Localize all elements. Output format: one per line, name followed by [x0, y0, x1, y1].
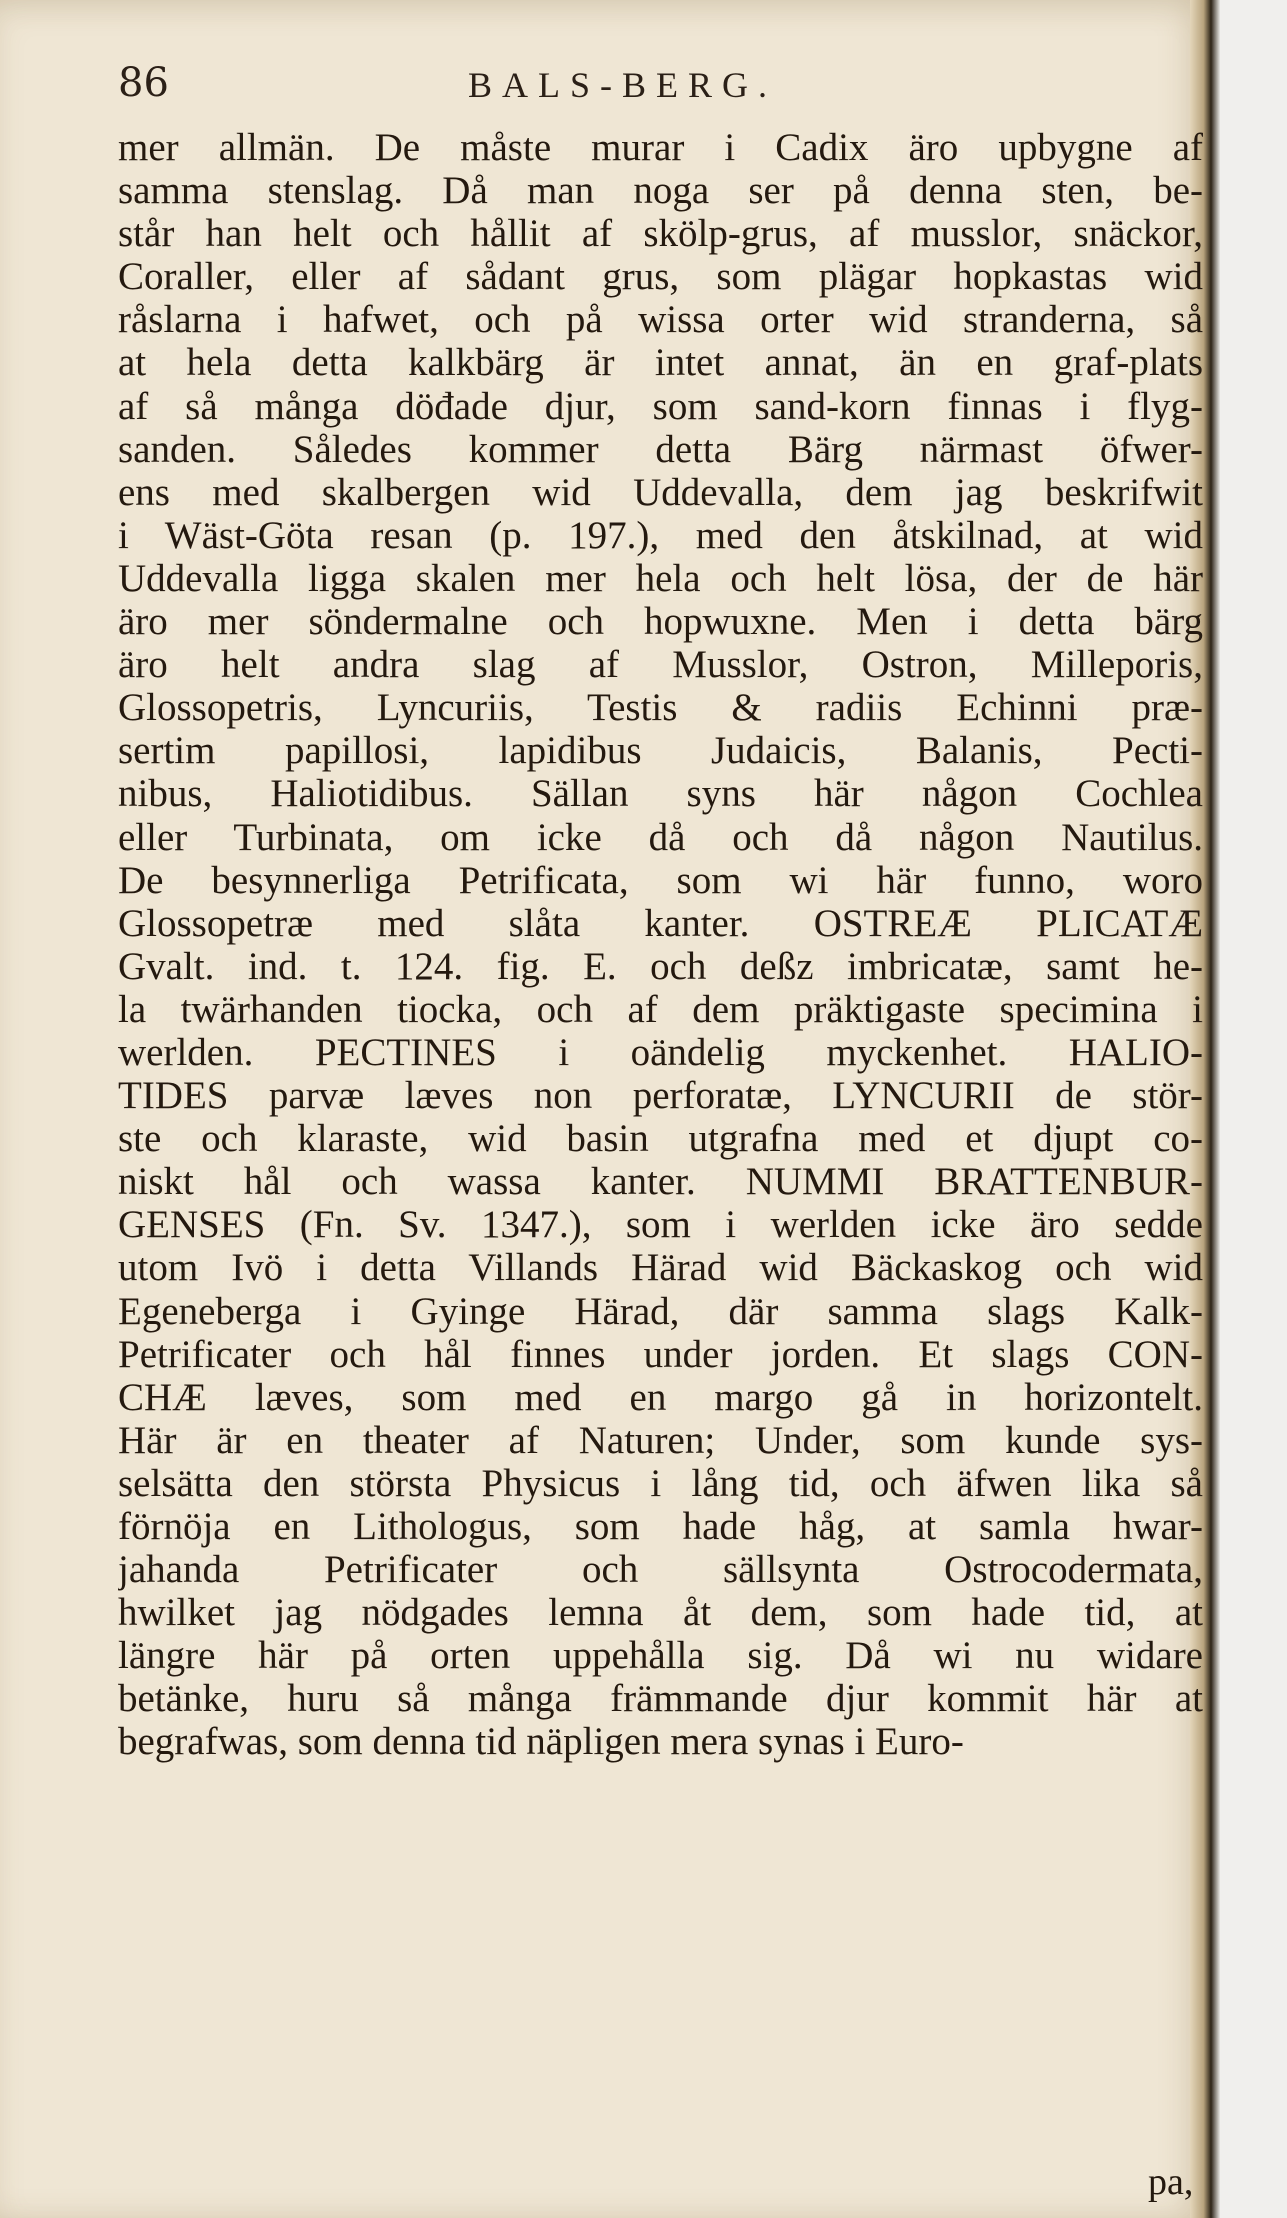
text-line: CHÆ læves, som med en margo gå in horizontelt. [118, 1375, 1203, 1419]
text-line: i Wäst-Göta resan (p. 197.), med den åtskilnad, at wid [118, 513, 1203, 557]
text-line: Egeneberga i Gyinge Härad, där samma slags Kalk- [118, 1289, 1203, 1333]
text-line: sanden. Således kommer detta Bärg närmast öfwer- [118, 427, 1203, 471]
text-line: äro mer söndermalne och hopwuxne. Men i detta bärg [118, 600, 1203, 644]
text-line: GENSES (Fn. Sv. 1347.), som i werlden icke äro sedde [118, 1203, 1203, 1247]
text-line: råslarna i hafwet, och på wissa orter wid stranderna, så [118, 298, 1203, 342]
text-line: samma stenslag. Då man noga ser på denna sten, be- [118, 169, 1203, 213]
page-number: 86 [118, 60, 169, 106]
text-line: eller Turbinata, om icke då och då någon Nautilus. [118, 815, 1203, 859]
running-head: BALS-BERG. [468, 65, 778, 105]
text-line: Gvalt. ind. t. 124. fig. E. och deßz imbricatæ, samt he- [118, 944, 1203, 988]
text-line: niskt hål och wassa kanter. NUMMI BRATTENBUR- [118, 1160, 1203, 1204]
text-line: hwilket jag nödgades lemna åt dem, som hade tid, at [118, 1591, 1203, 1635]
text-line: mer allmän. De måste murar i Cadix äro upbygne af [118, 126, 1203, 169]
text-line: utom Ivö i detta Villands Härad wid Bäckaskog och wid [118, 1246, 1203, 1290]
scan-margin [1220, 0, 1287, 2218]
catchword: pa, [1148, 2161, 1194, 2203]
text-line: Här är en theater af Naturen; Under, som kunde sys- [118, 1418, 1203, 1462]
text-line: äro helt andra slag af Musslor, Ostron, Milleporis, [118, 643, 1203, 687]
text-line: jahanda Petrificater och sällsynta Ostrocodermata, [118, 1548, 1203, 1592]
text-line: werlden. PECTINES i oändelig myckenhet. HALIO- [118, 1030, 1203, 1074]
text-line: Glossopetris, Lyncuriis, Testis & radiis Echinni præ- [118, 686, 1203, 730]
text-line: Petrificater och hål finnes under jorden. Et slags CON- [118, 1332, 1203, 1376]
text-line: ens med skalbergen wid Uddevalla, dem jag beskrifwit [118, 470, 1203, 514]
text-line: af så många döđade djur, som sand-korn finnas i flyg- [118, 384, 1203, 428]
page-header [118, 60, 1198, 120]
text-line: Glossopetræ med slåta kanter. OSTREÆ PLICATÆ [118, 901, 1203, 945]
text-line: begrafwas, som denna tid näpligen mera synas i Euro- [118, 1720, 964, 1764]
text-line: Coraller, eller af sådant grus, som plägar hopkastas wid [118, 255, 1203, 299]
text-line: betänke, huru så många främmande djur kommit här at [118, 1677, 1203, 1721]
text-line: De besynnerliga Petrificata, som wi här funno, woro [118, 858, 1203, 902]
text-line: TIDES parvæ læves non perforatæ, LYNCURII de stör- [118, 1074, 1203, 1118]
text-line: ste och klaraste, wid basin utgrafna med et djupt co- [118, 1117, 1203, 1161]
text-line: står han helt och hållit af skölp-grus, af musslor, snäckor, [118, 212, 1203, 256]
body-text [118, 126, 1203, 1764]
text-line: selsätta den största Physicus i lång tid, och äfwen lika så [118, 1461, 1203, 1505]
text-line: Uddevalla ligga skalen mer hela och helt lösa, der de här [118, 556, 1203, 600]
text-line: at hela detta kalkbärg är intet annat, än en graf-plats [118, 341, 1203, 385]
text-line: nibus, Haliotidibus. Sällan syns här någon Cochlea [118, 772, 1203, 816]
text-line: längre här på orten uppehålla sig. Då wi nu widare [118, 1634, 1203, 1678]
text-line: förnöja en Lithologus, som hade håg, at samla hwar- [118, 1505, 1203, 1548]
text-line: sertim papillosi, lapidibus Judaicis, Balanis, Pecti- [118, 729, 1203, 773]
text-line: la twärhanden tiocka, och af dem präktigaste specimina i [118, 987, 1203, 1031]
